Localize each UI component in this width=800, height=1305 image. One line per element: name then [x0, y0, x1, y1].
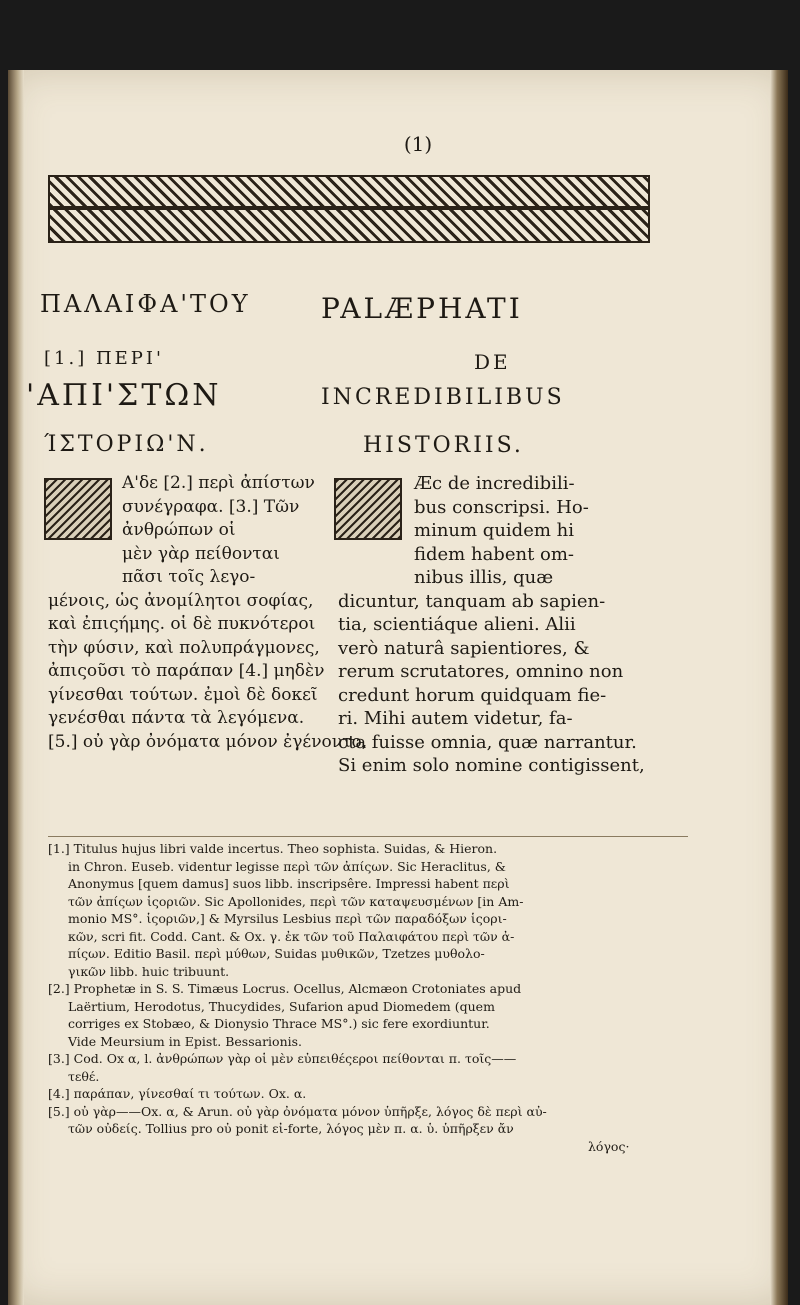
note-line: Laërtium, Herodotus, Thucydides, Sufarion apud Diomedem (quem: [68, 998, 495, 1014]
latin-text-column: [338, 472, 683, 778]
greek-author-heading: ΠΑΛΑΙΦΑ'ΤΟΥ: [40, 290, 251, 318]
note-line: monio MS°. ἱςοριῶν,] & Myrsilus Lesbius περὶ τῶν παραδόξων ἱςορι-: [68, 911, 507, 926]
note-line: γικῶν libb. huic tribuunt.: [68, 963, 230, 979]
greek-line: Α'δε [2.] περὶ ἀπίστων: [122, 473, 315, 493]
note-line: τῶν ἀπίςων ἱςοριῶν. Sic Apollonides, περὶ τῶν καταψευσμένων [in Am-: [68, 893, 524, 909]
note-line: Vide Meursium in Epist. Bessarionis.: [68, 1033, 303, 1049]
greek-line: συνέγραφα. [3.] Τῶν: [122, 496, 300, 517]
greek-line: πᾶσι τοῖς λεγο-: [122, 567, 256, 587]
note-line: τῶν οὐδείς. Tollius pro οὐ ponit εἰ-forte, λόγος μὲν π. α. ὑ. ὑπῆρξεν ἄν: [68, 1121, 514, 1136]
latin-line: Si enim solo nomine contigissent,: [338, 755, 645, 776]
latin-line: tia, scientiáque alieni. Alii: [338, 614, 576, 635]
greek-line: μὲν γὰρ πείθονται: [122, 543, 280, 564]
footnotes: [48, 840, 688, 1155]
book-page: [8, 70, 788, 1305]
note-line: λόγος·: [588, 1138, 630, 1154]
note-line: [5.] οὐ γὰρ——Ox. α, & Arun. οὐ γὰρ ὀνόματα μόνον ὑπῆρξε, λόγος δὲ περὶ αὐ-: [48, 1103, 547, 1119]
ornament-band: [50, 206, 648, 210]
latin-de-heading: DE: [474, 350, 511, 374]
latin-line: ri. Mihi autem videtur, fa-: [338, 708, 573, 729]
latin-line: nibus illis, quæ: [414, 567, 554, 588]
latin-subtitle-heading: HISTORIIS.: [363, 433, 524, 458]
greek-title-heading: 'ΑΠΙ'ΣΤΩΝ: [26, 378, 222, 413]
page-number: (1): [403, 132, 433, 156]
greek-subtitle-heading: ΊΣΤΟΡΙΩ'Ν.: [44, 432, 209, 457]
greek-line: γενέσθαι πάντα τὰ λεγόμενα.: [48, 708, 305, 728]
note-line: πίςων. Editio Basil. περὶ μύθων, Suidas μυθικῶν, Tzetzes μυθολο-: [68, 946, 485, 961]
latin-line: credunt horum quidquam fie-: [338, 684, 607, 706]
latin-line: rerum scrutatores, omnino non: [338, 661, 624, 682]
page-gutter: [8, 70, 24, 1305]
greek-line: [5.] οὐ γὰρ ὀνόματα μόνον ἐγένοντο,: [48, 731, 368, 752]
greek-line: καὶ ἐπιςήμης. οἱ δὲ πυκνότεροι: [48, 614, 316, 634]
note-line: [3.] Cod. Ox α, l. ἀνθρώπων γὰρ οἱ μὲν εὐπειθέςεροι πείθονται π. τοῖς——: [48, 1051, 517, 1066]
latin-line: fidem habent om-: [414, 543, 575, 565]
greek-line: ἀνθρώπων οἱ: [122, 520, 236, 540]
greek-line: μένοις, ὡς ἀνομίλητοι σοφίας,: [48, 590, 314, 611]
latin-title-heading: INCREDIBILIBUS: [321, 385, 565, 410]
note-line: [4.] παράπαν, γίνεσθαί τι τούτων. Ox. α.: [48, 1086, 307, 1101]
notes-divider: [48, 836, 688, 837]
greek-line: γίνεσθαι τούτων. ἐμοὶ δὲ δοκεῖ: [48, 684, 318, 705]
note-line: [2.] Prophetæ in S. S. Timæus Locrus. Ocellus, Alcmæon Crotoniates apud: [48, 981, 522, 996]
note-line: in Chron. Euseb. videntur legisse περὶ τῶν ἀπίςων. Sic Heraclitus, &: [68, 858, 506, 874]
greek-text-column: [48, 472, 368, 754]
note-line: corriges ex Stobæo, & Dionysio Thrace MS°.) sic fere exordiuntur.: [68, 1016, 490, 1031]
latin-line: cta fuisse omnia, quæ narrantur.: [338, 731, 637, 753]
greek-line: τὴν φύσιν, καὶ πολυπράγμονες,: [48, 637, 320, 658]
latin-line: verò naturâ sapientiores, &: [338, 637, 590, 659]
latin-line: dicuntur, tanquam ab sapien-: [338, 590, 606, 612]
latin-author-heading: PALÆPHATI: [321, 292, 523, 325]
greek-line: ἀπιςοῦσι τὸ παράπαν [4.] μηδὲν: [48, 661, 325, 681]
latin-line: bus conscripsi. Ho-: [414, 496, 589, 518]
page-edge: [770, 70, 788, 1305]
latin-line: Æc de incredibili-: [414, 473, 575, 494]
note-line: κῶν, scri fit. Codd. Cant. & Ox. γ. ἐκ τῶν τοῦ Παλαιφάτου περὶ τῶν ἀ-: [68, 928, 515, 944]
headpiece-ornament: [48, 175, 650, 243]
note-line: Anonymus [quem damus] suos libb. inscripsêre. Impressi habent περὶ: [68, 876, 510, 891]
note-line: τεθέ.: [68, 1068, 100, 1084]
greek-peri-heading: [1.] ΠΕΡΙ': [44, 348, 164, 369]
latin-line: minum quidem hi: [414, 520, 574, 541]
note-line: [1.] Titulus hujus libri valde incertus. Theo sophista. Suidas, & Hieron.: [48, 841, 498, 856]
